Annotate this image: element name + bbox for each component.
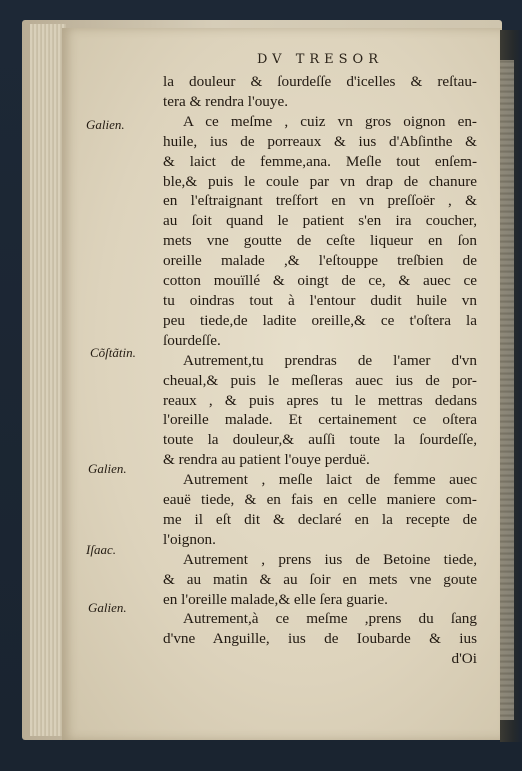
text-line: cotton mouïllé & oingt de ce, & auec ce bbox=[163, 272, 477, 290]
margin-note-isaac: Iſaac. bbox=[86, 542, 116, 557]
text-line: me il eſt dit & declaré en la recepte de bbox=[163, 510, 477, 528]
page-stack-edge bbox=[30, 24, 66, 736]
catchword: d'Oi bbox=[451, 650, 477, 668]
text-line: tu oindras tout à l'entour dudit huile vn bbox=[163, 291, 477, 309]
margin-note-galien-2: Galien. bbox=[88, 461, 127, 476]
facing-page-edge bbox=[500, 30, 522, 742]
text-line: d'vne Anguille, ius de Ioubarde & ius bbox=[163, 630, 477, 648]
text-line: Autrement , prens ius de Betoine tiede, bbox=[183, 550, 477, 568]
text-line: ble,& puis le coule par vn drap de chanure bbox=[163, 172, 477, 190]
text-line: Autrement , meſle laict de femme auec bbox=[183, 471, 477, 489]
text-line: tera & rendra l'ouye. bbox=[163, 92, 289, 110]
text-line: ſourdeſſe. bbox=[163, 331, 221, 349]
text-line: Autrement,tu prendras de l'amer d'vn bbox=[183, 351, 477, 369]
text-line: huile, ius de porreaux & ius d'Abſinthe & bbox=[163, 132, 477, 150]
text-line: peu tiede,de ladite oreille,& ce t'oſtera la bbox=[163, 311, 477, 329]
text-line: A ce meſme , cuiz vn gros oignon en- bbox=[183, 112, 477, 130]
text-line: reaux , & puis apres tu le mettras dedans bbox=[163, 391, 477, 409]
text-line: l'oreille malade. Et certainement ce oſtera bbox=[163, 411, 477, 429]
running-header: DV TRESOR bbox=[256, 52, 383, 67]
text-line: au ſoit quand le patient s'en ira coucher, bbox=[163, 212, 477, 230]
page-text bbox=[163, 72, 477, 669]
text-line: & laict de femme,ana. Meſle tout enſem- bbox=[163, 152, 477, 170]
text-line: Autrement,à ce meſme ,prens du ſang bbox=[183, 610, 477, 628]
margin-note-galien-1: Galien. bbox=[86, 117, 125, 132]
text-line: & au matin & au ſoir en mets vne goute bbox=[163, 570, 477, 588]
text-line: toute la douleur,& auſſi toute la ſourdeſſe, bbox=[163, 431, 477, 449]
text-line: mets vne goutte de ceſte liqueur en ſon bbox=[163, 232, 477, 250]
text-line: en l'eſtraignant treſfort en vn preſſoër , & bbox=[163, 192, 477, 210]
text-line: cheual,& puis le meſleras auec ius de por- bbox=[163, 371, 477, 389]
margin-note-constantin: Cõſtãtin. bbox=[90, 345, 136, 360]
text-line: eauë tiede, & en fais en celle maniere com- bbox=[163, 491, 477, 509]
text-line: en l'oreille malade,& elle ſera guarie. bbox=[163, 590, 388, 608]
text-line: la douleur & ſourdeſſe d'icelles & reſtau- bbox=[163, 73, 477, 90]
text-line: oreille malade ,& l'eſtouppe treſbien de bbox=[163, 252, 477, 270]
text-line: l'oignon. bbox=[163, 530, 216, 548]
text-line: & rendra au patient l'ouye perduë. bbox=[163, 451, 370, 469]
margin-note-galien-3: Galien. bbox=[88, 600, 127, 615]
